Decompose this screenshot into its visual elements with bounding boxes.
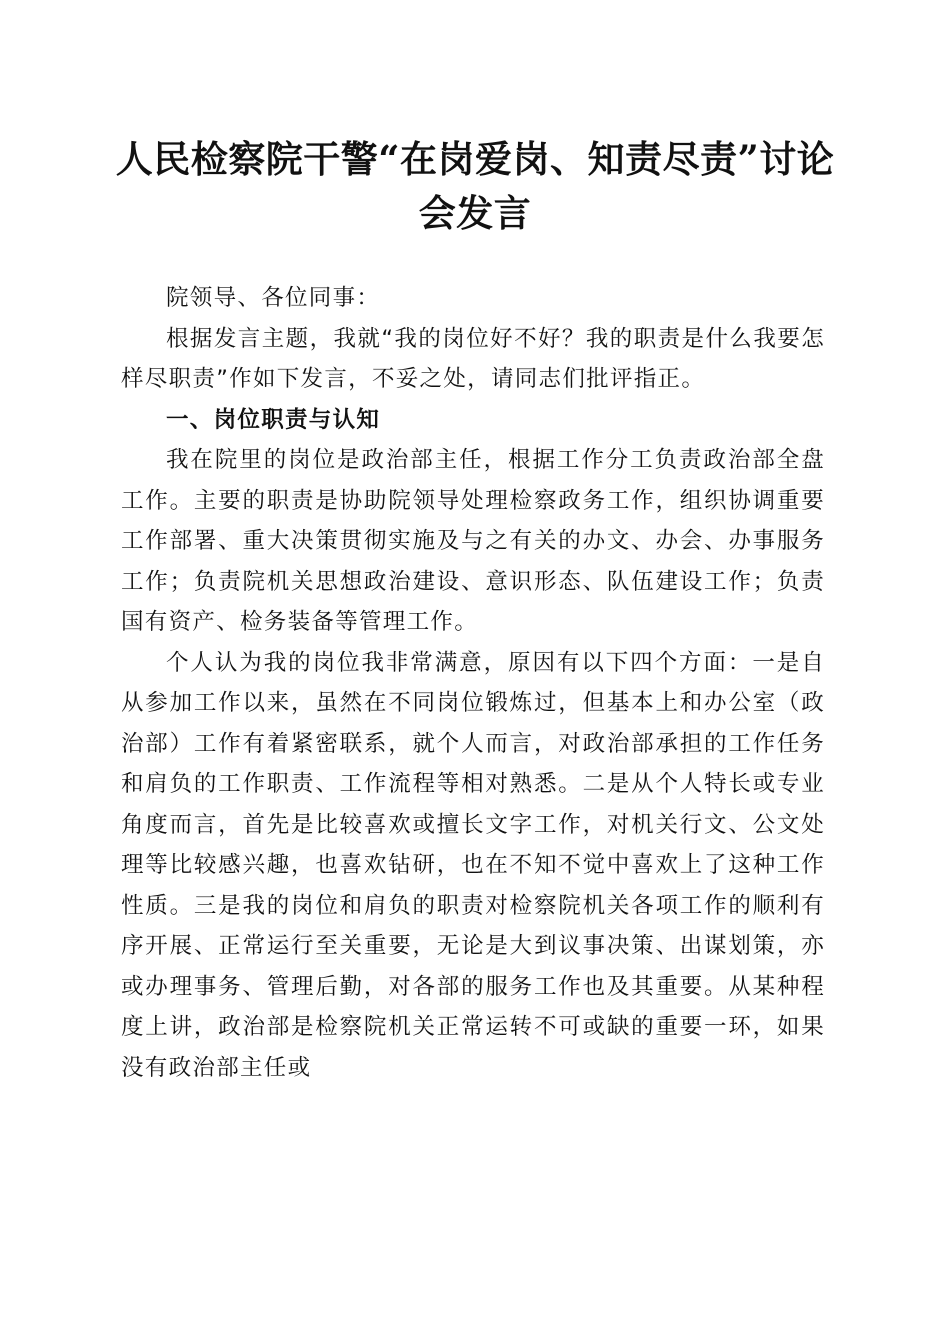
section-heading: 一、岗位职责与认知 [166,406,381,433]
document-body [121,278,825,1088]
document-title: 人民检察院干警“在岗爱岗、知责尽责”讨论会发言 [115,137,835,235]
intro-paragraph: 根据发言主题，我就“我的岗位好不好？我的职责是什么我要怎样尽职责”作如下发言，不妥之处，请同志们批评指正。 [121,325,825,392]
body-paragraph: 我在院里的岗位是政治部主任，根据工作分工负责政治部全盘工作。主要的职责是协助院领导处理检察政务工作，组织协调重要工作部署、重大决策贯彻实施及与之有关的办文、办会、办事服务工作；负责院机关思想政治建设、意识形态、队伍建设工作；负责国有资产、检务装备等管理工作。 [121,447,825,635]
salutation: 院领导、各位同事： [166,285,381,311]
body-paragraph: 个人认为我的岗位我非常满意，原因有以下四个方面：一是自从参加工作以来，虽然在不同岗位锻炼过，但基本上和办公室（政治部）工作有着紧密联系，就个人而言，对政治部承担的工作任务和肩负的工作职责、工作流程等相对熟悉。二是从个人特长或专业角度而言，首先是比较喜欢或擅长文字工作，对机关行文、公文处理等比较感兴趣，也喜欢钻研，也在不知不觉中喜欢上了这种工作性质。三是我的岗位和肩负的职责对检察院机关各项工作的顺利有序开展、正常运行至关重要，无论是大到议事决策、出谋划策，亦或办理事务、管理后勤，对各部的服务工作也及其重要。从某种程度上讲，政治部是检察院机关正常运转不可或缺的重要一环，如果没有政治部主任或 [121,649,825,1081]
